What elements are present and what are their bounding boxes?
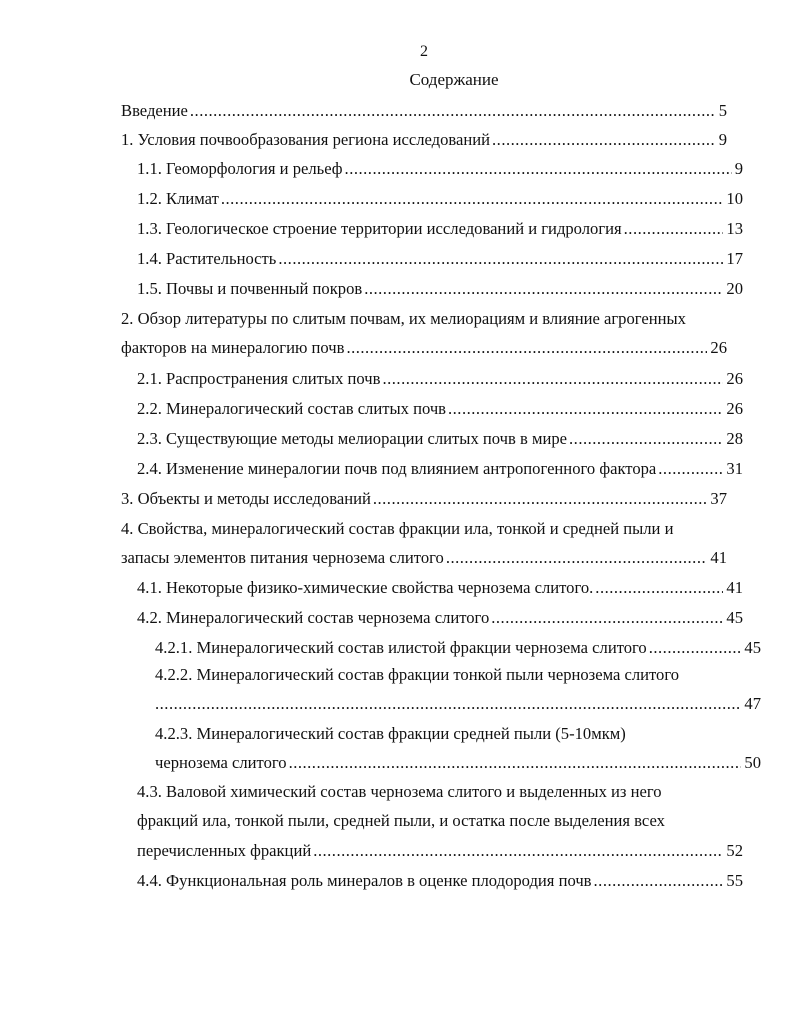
toc-entry-4-3[interactable] xyxy=(121,777,743,865)
toc-entry-4-1[interactable] xyxy=(121,573,743,602)
toc-entry-2-1[interactable] xyxy=(121,364,743,393)
dot-leader xyxy=(492,125,716,154)
dot-leader xyxy=(289,748,742,777)
toc-entry-4-2-3[interactable] xyxy=(121,719,761,778)
toc-entry-text: 3. Объекты и методы исследований xyxy=(121,489,371,508)
toc-entry-text: 1.5. Почвы и почвенный покров xyxy=(137,279,363,298)
toc-entry-text: 1.4. Растительность xyxy=(137,249,277,268)
toc-entry-page: 45 xyxy=(726,608,743,627)
toc-entry-text: запасы элементов питания чернозема слитого xyxy=(121,548,444,568)
dot-leader xyxy=(190,96,716,125)
toc-entry-text: 1. Условия почвообразования региона исследований xyxy=(121,130,491,149)
toc-entry-text: 2.3. Существующие методы мелиорации слитых почв в мире xyxy=(137,429,568,448)
toc-entry-1-1[interactable] xyxy=(121,154,743,183)
toc-entry-page: 45 xyxy=(744,638,761,657)
toc-entry-text: 2.1. Распространения слитых почв xyxy=(137,369,381,388)
dot-leader xyxy=(446,543,708,572)
toc-entry-chapter-3[interactable] xyxy=(121,484,727,513)
toc-entry-page: 28 xyxy=(726,429,743,448)
toc-entry-page: 41 xyxy=(726,578,743,597)
toc-entry-page: 26 xyxy=(726,369,743,388)
toc-entry-text: 4.1. Некоторые физико-химические свойства чернозема слитого. xyxy=(137,578,594,597)
toc-entry-text-line: 4.2.2. Минералогический состав фракции тонкой пыли чернозема слитого xyxy=(155,665,680,684)
toc-entry-page: 26 xyxy=(726,399,743,418)
toc-entry-page: 5 xyxy=(718,101,727,120)
toc-entry-page: 13 xyxy=(726,219,743,238)
toc-entry-page: 20 xyxy=(726,279,743,298)
toc-entry-page: 55 xyxy=(726,871,743,890)
dot-leader xyxy=(491,603,723,632)
toc-entry-chapter-1[interactable] xyxy=(121,125,727,154)
dot-leader xyxy=(346,333,707,362)
dot-leader xyxy=(448,394,723,423)
toc-entry-1-5[interactable] xyxy=(121,274,743,303)
toc-entry-page: 9 xyxy=(718,130,727,149)
dot-leader xyxy=(373,484,708,513)
page-number: 2 xyxy=(420,43,428,60)
dot-leader xyxy=(595,573,723,602)
toc-entry-chapter-4[interactable] xyxy=(121,514,727,573)
dot-leader xyxy=(155,689,741,718)
toc-entry-text: чернозема слитого xyxy=(155,753,287,773)
toc-entry-page: 47 xyxy=(744,694,761,714)
toc-entry-text: перечисленных фракций xyxy=(137,840,312,860)
toc-entry-text: Введение xyxy=(121,101,188,120)
dot-leader xyxy=(364,274,723,303)
toc-entry-page: 31 xyxy=(726,459,743,478)
toc-entry-text: 4.4. Функциональная роль минералов в оценке плодородия почв xyxy=(137,871,592,890)
toc-entry-page: 41 xyxy=(710,548,727,568)
toc-entry-intro[interactable] xyxy=(121,96,727,125)
dot-leader xyxy=(624,214,724,243)
toc-entry-4-2-2[interactable] xyxy=(121,660,761,719)
toc-entry-text: 1.1. Геоморфология и рельеф xyxy=(137,159,343,178)
toc-entry-text: 4.2.1. Минералогический состав илистой фракции чернозема слитого xyxy=(155,638,647,657)
dot-leader xyxy=(382,364,723,393)
toc-entry-4-2[interactable] xyxy=(121,603,743,632)
toc-entry-text: факторов на минералогию почв xyxy=(121,338,345,358)
dot-leader xyxy=(278,244,723,273)
toc-entry-1-3[interactable] xyxy=(121,214,743,243)
toc-entry-text: 4.2. Минералогический состав чернозема слитого xyxy=(137,608,490,627)
toc-entry-page: 26 xyxy=(710,338,727,358)
dot-leader xyxy=(345,154,732,183)
toc-entry-1-2[interactable] xyxy=(121,184,743,213)
toc-entry-4-2-1[interactable] xyxy=(121,633,761,662)
toc-entry-page: 52 xyxy=(726,840,743,860)
toc-entry-chapter-2[interactable] xyxy=(121,304,727,363)
toc-entry-2-3[interactable] xyxy=(121,424,743,453)
toc-entry-1-4[interactable] xyxy=(121,244,743,273)
toc-entry-4-4[interactable] xyxy=(121,866,743,895)
dot-leader xyxy=(649,633,742,662)
toc-entry-text-line: 2. Обзор литературы по слитым почвам, их мелиорациям и влияние агрогенных xyxy=(121,309,686,328)
toc-entry-page: 50 xyxy=(744,753,761,773)
toc-entry-text: 1.2. Климат xyxy=(137,189,219,208)
toc-entry-text-line: 4. Свойства, минералогический состав фракции ила, тонкой и средней пыли и xyxy=(121,519,674,538)
toc-entry-text: 1.3. Геологическое строение территории исследований и гидрология xyxy=(137,219,622,238)
dot-leader xyxy=(221,184,724,213)
toc-entry-text-line: 4.3. Валовой химический состав чернозема слитого и выделенных из него xyxy=(137,782,662,801)
toc-entry-page: 37 xyxy=(710,489,727,508)
toc-entry-text-line: 4.2.3. Минералогический состав фракции средней пыли (5-10мкм) xyxy=(155,724,626,743)
toc-entry-page: 9 xyxy=(734,159,743,178)
toc-entry-text-line: фракций ила, тонкой пыли, средней пыли, и остатка после выделения всех xyxy=(137,811,665,831)
toc-title: Содержание xyxy=(409,70,499,89)
toc-entry-text: 2.2. Минералогический состав слитых почв xyxy=(137,399,446,418)
dot-leader xyxy=(313,836,723,865)
toc-entry-page: 10 xyxy=(726,189,743,208)
toc-entry-2-4[interactable] xyxy=(121,454,743,483)
toc-entry-2-2[interactable] xyxy=(121,394,743,423)
dot-leader xyxy=(594,866,724,895)
toc-entry-page: 17 xyxy=(726,249,743,268)
dot-leader xyxy=(658,454,723,483)
toc-entry-text: 2.4. Изменение минералогии почв под влиянием антропогенного фактора xyxy=(137,459,657,478)
dot-leader xyxy=(569,424,723,453)
